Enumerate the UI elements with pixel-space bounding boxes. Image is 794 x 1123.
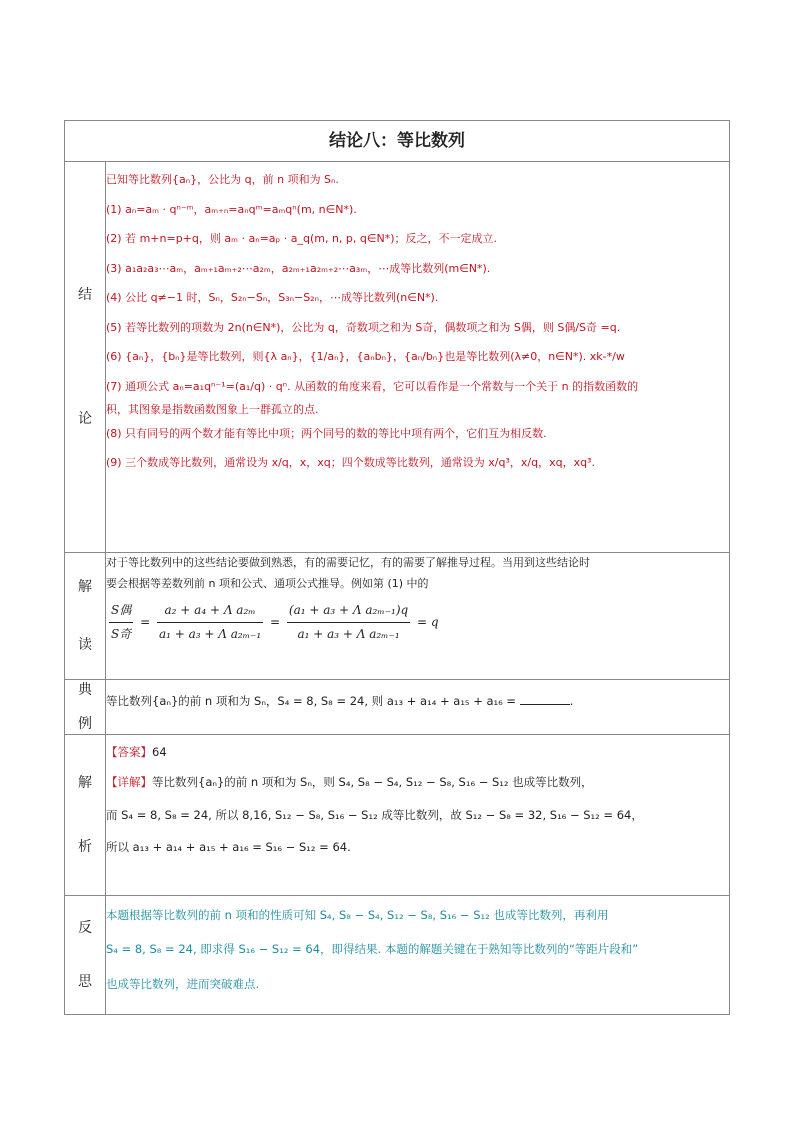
interpret-label-text — [65, 580, 105, 652]
interpret-text-1: 对于等比数列中的这些结论要做到熟悉，有的需要记忆，有的需要了解推导过程。当用到这些结论时 — [106, 556, 590, 569]
interpret-text-2: 要会根据等差数列前 n 项和公式、通项公式推导。例如第 (1) 中的 — [106, 576, 429, 590]
frac-right-num: (a₁ + a₃ + Λ a₂ₘ₋₁)q — [287, 599, 410, 623]
content-table — [64, 120, 730, 1015]
detail-line-2: 而 S₄ = 8, S₈ = 24, 所以 8,16, S₁₂ − S₈, S₁₆ − S₁₂ 成等比数列，故 S₁₂ − S₈ = 32, S₁₆ − S₁₂ = 64， — [106, 807, 643, 822]
side-label-char: 论 — [78, 411, 92, 427]
conclusion-content — [106, 162, 730, 553]
conclusion-label — [65, 162, 106, 553]
conclusion-item-4: (4) 公比 q≠−1 时，Sₙ，S₂ₙ−Sₙ，S₃ₙ−S₂ₙ，⋯成等比数列(n∈N*). — [106, 291, 439, 304]
page-title: 结论八：等比数列 — [65, 121, 730, 162]
example-label-text — [65, 683, 105, 731]
conclusion-item-8: (8) 只有同号的两个数才能有等比中项；两个同号的数的等比中项有两个，它们互为相反数. — [106, 426, 547, 440]
interpret-row — [65, 553, 730, 680]
reflection-line-1: 本题根据等比数列的前 n 项和的性质可知 S₄, S₈ − S₄, S₁₂ − S₈, S₁₆ − S₁₂ 也成等比数列，再利用 — [106, 908, 609, 922]
side-label-char: 反 — [78, 920, 92, 936]
interpret-content — [106, 553, 730, 680]
interpret-formula — [106, 599, 729, 646]
frac-lhs-num: S偶 — [109, 599, 133, 623]
frac-mid-num: a₂ + a₄ + Λ a₂ₘ — [157, 599, 263, 623]
conclusion-row — [65, 162, 730, 553]
detail-tag: 【详解】 — [106, 775, 152, 790]
side-label-char: 读 — [78, 637, 92, 653]
conclusion-label-text — [65, 288, 105, 426]
conclusion-item-6: (6) {aₙ}，{bₙ}是等比数列，则{λ aₙ}，{1/aₙ}，{aₙbₙ}，{aₙ/bₙ}也是等比数列(λ≠0，n∈N*). xk-*/w — [106, 350, 625, 363]
conclusion-item-1: (1) aₙ=aₘ · qⁿ⁻ᵐ，aₘ₊ₙ=aₙqᵐ=aₘqⁿ(m, n∈N*). — [106, 202, 357, 216]
frac-lhs — [109, 599, 133, 646]
example-row — [65, 680, 730, 735]
side-label-char: 结 — [78, 287, 92, 303]
example-label — [65, 680, 106, 735]
conclusion-item-7b: 积，其图象是指数函数图象上一群孤立的点. — [106, 403, 319, 416]
answer-value: 64 — [152, 745, 167, 759]
analysis-label — [65, 735, 106, 896]
frac-mid — [157, 599, 263, 646]
reflection-line-2: S₄ = 8, S₈ = 24, 即求得 S₁₆ − S₁₂ = 64，即得结果. 本题的解题关键在于熟知等比数列的“等距片段和” — [106, 942, 639, 957]
example-question: 等比数列{aₙ}的前 n 项和为 Sₙ，S₄ = 8, S₈ = 24, 则 a₁₃ + a₁₄ + a₁₅ + a₁₆ = — [106, 694, 517, 708]
conclusion-item-5: (5) 若等比数列的项数为 2n(n∈N*)，公比为 q，奇数项之和为 S奇，偶数项之和为 S偶，则 S偶/S奇 =q. — [106, 320, 621, 334]
side-label-char: 析 — [78, 839, 92, 855]
detail-line-1 — [106, 773, 729, 791]
reflection-label — [65, 896, 106, 1015]
frac-right-den: a₁ + a₃ + Λ a₂ₘ₋₁ — [297, 626, 400, 641]
side-label-char: 思 — [78, 974, 92, 990]
detail-text-1: 等比数列{aₙ}的前 n 项和为 Sₙ，则 S₄, S₈ − S₄, S₁₂ − S₈, S₁₆ − S₁₂ 也成等比数列， — [152, 775, 593, 790]
detail-line-3: 所以 a₁₃ + a₁₄ + a₁₅ + a₁₆ = S₁₆ − S₁₂ = 64. — [106, 840, 351, 855]
example-end: . — [569, 694, 574, 708]
conclusion-item-2: (2) 若 m+n=p+q，则 aₘ · aₙ=aₚ · a_q(m, n, p, q∈N*)；反之，不一定成立. — [106, 232, 497, 245]
side-label-char: 例 — [78, 716, 92, 732]
side-label-char: 解 — [78, 579, 92, 595]
example-content — [106, 680, 730, 735]
formula-result: = q — [417, 614, 439, 629]
reflection-label-text — [65, 921, 105, 989]
frac-lhs-den: S奇 — [111, 626, 132, 641]
analysis-label-text — [65, 776, 105, 854]
answer-tag: 【答案】 — [106, 745, 152, 759]
frac-mid-den: a₁ + a₃ + Λ a₂ₘ₋₁ — [158, 626, 262, 641]
interpret-label — [65, 553, 106, 680]
analysis-content — [106, 735, 730, 896]
conclusion-item-9: (9) 三个数成等比数列，通常设为 x/q，x，xq；四个数成等比数列，通常设为 x/q³，x/q，xq，xq³. — [106, 456, 595, 469]
conclusion-item-3: (3) a₁a₂a₃⋯aₘ，aₘ₊₁aₘ₊₂⋯a₂ₘ，a₂ₘ₊₁a₂ₘ₊₂⋯a₃ₘ，⋯成等比数列(m∈N*). — [106, 261, 491, 275]
conclusion-item-7a: (7) 通项公式 aₙ=a₁qⁿ⁻¹=(a₁/q) · qⁿ. 从函数的角度来看，它可以看作是一个常数与一个关于 n 的指数函数的 — [106, 379, 639, 393]
conclusion-intro: 已知等比数列{aₙ}，公比为 q，前 n 项和为 Sₙ. — [106, 173, 339, 186]
analysis-row — [65, 735, 730, 896]
reflection-line-3: 也成等比数列，进而突破难点. — [106, 976, 260, 991]
side-label-char: 典 — [78, 682, 92, 698]
frac-right — [287, 599, 410, 646]
answer-line — [106, 743, 729, 761]
reflection-row — [65, 896, 730, 1015]
reflection-content — [106, 896, 730, 1015]
answer-blank — [520, 692, 570, 705]
side-label-char: 解 — [78, 775, 92, 791]
equals-sign-1: = — [140, 614, 151, 629]
equals-sign-2: = — [270, 614, 281, 629]
